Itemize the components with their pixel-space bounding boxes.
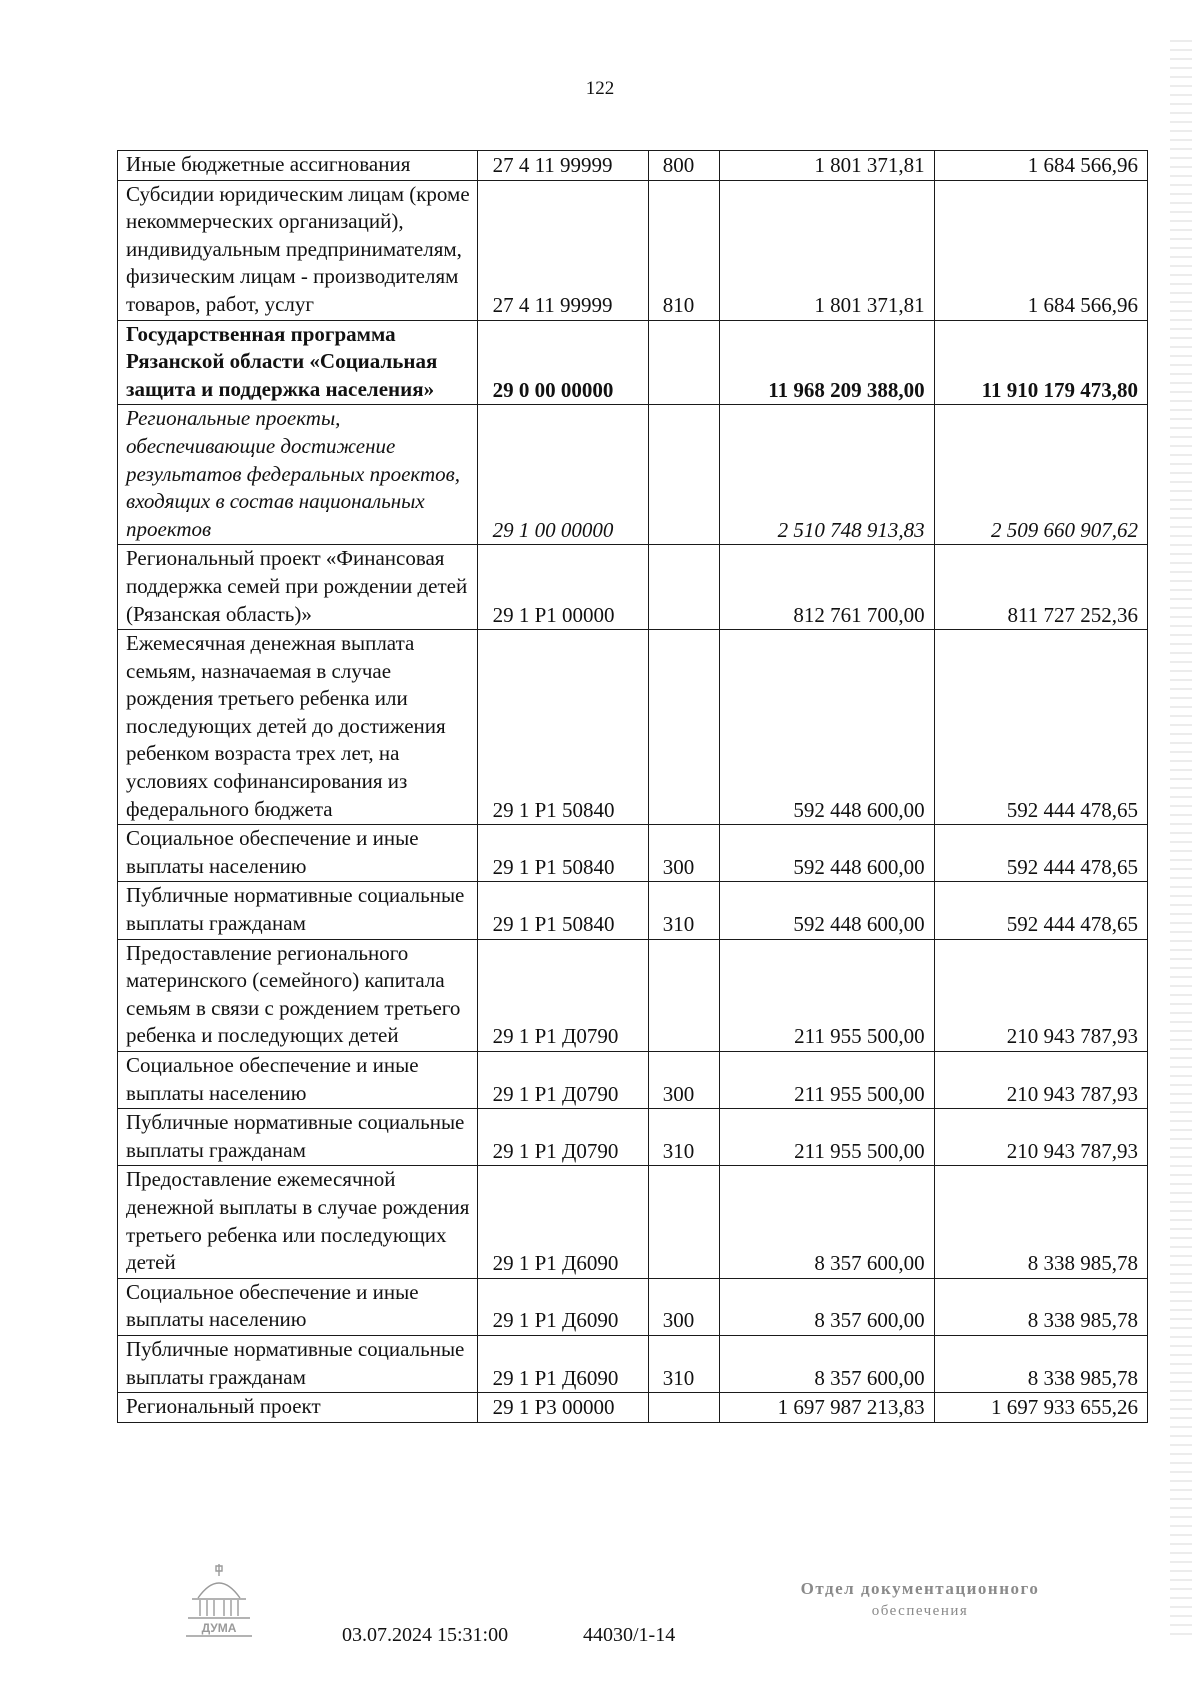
row-sum-fact-cell: 8 338 985,78: [934, 1335, 1147, 1392]
row-sum-plan-cell: 1 801 371,81: [720, 180, 934, 320]
row-name-cell: Субсидии юридическим лицам (кроме некоммерческих организаций), индивидуальным предпринимателям, физическим лицам - производителям товаров, работ, услуг: [118, 180, 478, 320]
row-sum-fact-cell: 8 338 985,78: [934, 1166, 1147, 1278]
row-sum-fact-cell: 1 697 933 655,26: [934, 1393, 1147, 1423]
row-code-cell: 27 4 11 99999: [477, 180, 648, 320]
table-row: [118, 1052, 1148, 1109]
row-vr-cell: [648, 405, 719, 545]
row-vr-cell: [648, 1393, 719, 1423]
row-code-cell: 29 1 Р3 00000: [477, 1393, 648, 1423]
row-name-cell: Публичные нормативные социальные выплаты гражданам: [118, 1109, 478, 1166]
budget-table-body: [118, 151, 1148, 1423]
table-row: [118, 882, 1148, 939]
row-vr-cell: 810: [648, 180, 719, 320]
row-sum-fact-cell: 1 684 566,96: [934, 180, 1147, 320]
row-code-cell: 29 1 Р1 50840: [477, 630, 648, 825]
row-code-cell: 29 1 Р1 Д0790: [477, 939, 648, 1051]
row-sum-plan-cell: 812 761 700,00: [720, 545, 934, 630]
row-sum-plan-cell: 8 357 600,00: [720, 1335, 934, 1392]
row-sum-fact-cell: 811 727 252,36: [934, 545, 1147, 630]
row-sum-fact-cell: 592 444 478,65: [934, 630, 1147, 825]
row-sum-plan-cell: 8 357 600,00: [720, 1166, 934, 1278]
row-sum-fact-cell: 210 943 787,93: [934, 1109, 1147, 1166]
table-row: [118, 320, 1148, 405]
row-sum-plan-cell: 1 801 371,81: [720, 151, 934, 181]
row-sum-plan-cell: 592 448 600,00: [720, 630, 934, 825]
row-code-cell: 29 1 Р1 50840: [477, 825, 648, 882]
table-row: [118, 825, 1148, 882]
footer-datetime: 03.07.2024 15:31:00: [342, 1624, 509, 1646]
row-code-cell: 29 1 Р1 Д6090: [477, 1335, 648, 1392]
row-sum-plan-cell: 592 448 600,00: [720, 825, 934, 882]
row-sum-plan-cell: 211 955 500,00: [720, 1052, 934, 1109]
row-name-cell: Предоставление регионального материнского (семейного) капитала семьям в связи с рождением третьего ребенка и последующих детей: [118, 939, 478, 1051]
table-row: [118, 1109, 1148, 1166]
table-row: [118, 1335, 1148, 1392]
row-vr-cell: [648, 939, 719, 1051]
row-vr-cell: [648, 320, 719, 405]
row-sum-fact-cell: 8 338 985,78: [934, 1278, 1147, 1335]
row-name-cell: Государственная программа Рязанской области «Социальная защита и поддержка населения»: [118, 320, 478, 405]
footer-doc-number: 44030/1-14: [583, 1624, 676, 1646]
table-row: [118, 180, 1148, 320]
scan-edge-marks: [1170, 40, 1192, 1640]
duma-logo-icon: [176, 1562, 262, 1642]
row-vr-cell: 300: [648, 825, 719, 882]
table-row: [118, 939, 1148, 1051]
table-row: [118, 151, 1148, 181]
row-sum-fact-cell: 592 444 478,65: [934, 825, 1147, 882]
row-sum-fact-cell: 210 943 787,93: [934, 939, 1147, 1051]
row-sum-plan-cell: 11 968 209 388,00: [720, 320, 934, 405]
row-sum-fact-cell: 1 684 566,96: [934, 151, 1147, 181]
row-name-cell: Социальное обеспечение и иные выплаты населению: [118, 825, 478, 882]
table-row: [118, 1393, 1148, 1423]
row-sum-plan-cell: 211 955 500,00: [720, 1109, 934, 1166]
row-vr-cell: 300: [648, 1052, 719, 1109]
row-name-cell: Региональный проект «Финансовая поддержка семей при рождении детей (Рязанская область)»: [118, 545, 478, 630]
row-code-cell: 29 1 Р1 Д6090: [477, 1278, 648, 1335]
row-name-cell: Ежемесячная денежная выплата семьям, назначаемая в случае рождения третьего ребенка или последующих детей до достижения ребенком возраста трех лет, на условиях софинансирования из федерального бюджета: [118, 630, 478, 825]
row-vr-cell: 310: [648, 1335, 719, 1392]
row-code-cell: 29 1 Р1 50840: [477, 882, 648, 939]
table-row: [118, 630, 1148, 825]
table-row: [118, 1166, 1148, 1278]
table-row: [118, 1278, 1148, 1335]
stamp-line-1: Отдел документационного: [800, 1579, 1040, 1598]
row-vr-cell: 310: [648, 882, 719, 939]
row-name-cell: Публичные нормативные социальные выплаты гражданам: [118, 882, 478, 939]
row-vr-cell: 310: [648, 1109, 719, 1166]
page-number: 122: [585, 78, 615, 99]
row-code-cell: 29 1 00 00000: [477, 405, 648, 545]
row-name-cell: Публичные нормативные социальные выплаты гражданам: [118, 1335, 478, 1392]
row-code-cell: 29 1 Р1 00000: [477, 545, 648, 630]
row-vr-cell: [648, 545, 719, 630]
row-sum-fact-cell: 11 910 179 473,80: [934, 320, 1147, 405]
row-sum-plan-cell: 2 510 748 913,83: [720, 405, 934, 545]
row-code-cell: 29 1 Р1 Д0790: [477, 1052, 648, 1109]
row-code-cell: 29 0 00 00000: [477, 320, 648, 405]
row-sum-plan-cell: 211 955 500,00: [720, 939, 934, 1051]
row-vr-cell: 800: [648, 151, 719, 181]
stamp-line-2: обеспечения: [871, 1603, 969, 1619]
svg-text:ДУМА: ДУМА: [201, 1621, 237, 1635]
row-sum-plan-cell: 8 357 600,00: [720, 1278, 934, 1335]
row-name-cell: Региональные проекты, обеспечивающие достижение результатов федеральных проектов, входящих в состав национальных проектов: [118, 405, 478, 545]
row-sum-plan-cell: 592 448 600,00: [720, 882, 934, 939]
row-code-cell: 29 1 Р1 Д0790: [477, 1109, 648, 1166]
row-vr-cell: 300: [648, 1278, 719, 1335]
table-row: [118, 545, 1148, 630]
budget-table: [117, 150, 1148, 1423]
table-row: [118, 405, 1148, 545]
row-sum-fact-cell: 210 943 787,93: [934, 1052, 1147, 1109]
row-vr-cell: [648, 630, 719, 825]
row-name-cell: Иные бюджетные ассигнования: [118, 151, 478, 181]
row-name-cell: Региональный проект: [118, 1393, 478, 1423]
row-code-cell: 27 4 11 99999: [477, 151, 648, 181]
row-name-cell: Социальное обеспечение и иные выплаты населению: [118, 1278, 478, 1335]
row-code-cell: 29 1 Р1 Д6090: [477, 1166, 648, 1278]
row-sum-fact-cell: 2 509 660 907,62: [934, 405, 1147, 545]
row-sum-fact-cell: 592 444 478,65: [934, 882, 1147, 939]
row-name-cell: Предоставление ежемесячной денежной выплаты в случае рождения третьего ребенка или последующих детей: [118, 1166, 478, 1278]
row-sum-plan-cell: 1 697 987 213,83: [720, 1393, 934, 1423]
department-stamp: [770, 1579, 1070, 1620]
row-name-cell: Социальное обеспечение и иные выплаты населению: [118, 1052, 478, 1109]
row-vr-cell: [648, 1166, 719, 1278]
